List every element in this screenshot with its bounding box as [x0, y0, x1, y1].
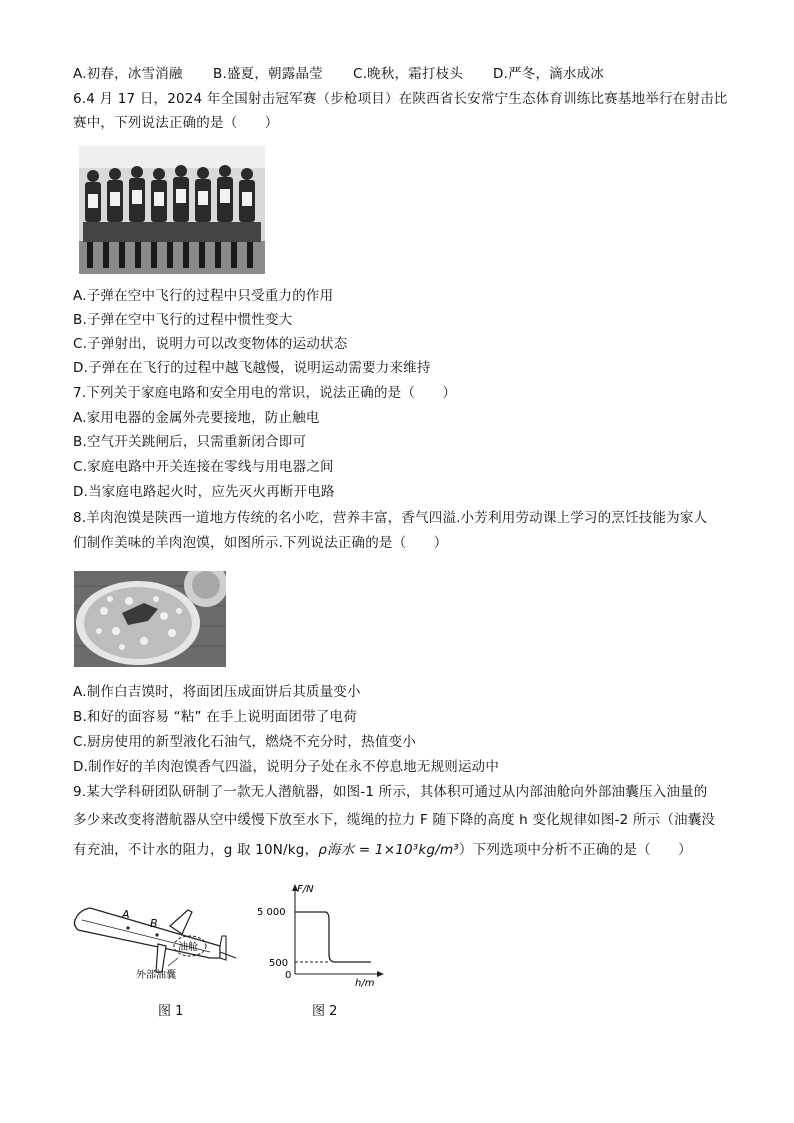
shooting-competition-photo: [79, 146, 265, 274]
q6-option-b: B.子弹在空中飞行的过程中惯性变大: [73, 312, 293, 328]
q9-stem-line3-part2: ）下列选项中分析不正确的是（ ）: [458, 842, 692, 858]
q5-option-b: B.盛夏，朝露晶莹: [213, 66, 323, 82]
q8-option-c: C.厨房使用的新型液化石油气，燃烧不充分时，热值变小: [73, 734, 416, 750]
q7-option-a: A.家用电器的金属外壳要接地，防止触电: [73, 410, 320, 426]
q7-option-c: C.家庭电路中开关连接在零线与用电器之间: [73, 459, 334, 475]
figure-1-caption: 图 1: [158, 1004, 184, 1019]
q8-stem-line2: 们制作美味的羊肉泡馍，如图所示.下列说法正确的是（ ）: [73, 535, 448, 551]
q5-options: [73, 64, 604, 84]
paomo-bowl-illustration: [74, 571, 226, 667]
q9-stem-line1: 9.某大学科研团队研制了一款无人潜航器，如图-1 所示，其体积可通过从内部油舱向外部油囊压入油量的: [73, 784, 708, 800]
q6-stem-line1: 6.4 月 17 日，2024 年全国射击冠军赛（步枪项目）在陕西省长安常宁生态体育训练比赛基地举行在射击比: [73, 91, 728, 107]
q8-option-a: A.制作白吉馍时，将面团压成面饼后其质量变小: [73, 684, 361, 700]
fig1-label-oil-bag: 外部油囊: [136, 970, 176, 980]
q5-option-c: C.晚秋，霜打枝头: [353, 66, 464, 82]
q6-option-a: A.子弹在空中飞行的过程中只受重力的作用: [73, 288, 334, 304]
fig1-label-b: B: [150, 917, 158, 930]
q8-option-d: D.制作好的羊肉泡馍香气四溢，说明分子处在永不停息地无规则运动中: [73, 759, 500, 775]
fig2-x-axis-label: h/m: [355, 978, 375, 989]
q7-stem: 7.下列关于家庭电路和安全用电的常识，说法正确的是（ ）: [73, 385, 457, 401]
q9-stem-line3-part1: 有充油，不计水的阻力，g 取 10N/kg，: [73, 842, 319, 858]
fig1-label-oil-tank: 油舱: [178, 942, 198, 953]
fig2-origin: 0: [285, 970, 292, 981]
q6-option-d: D.子弹在在飞行的过程中越飞越慢，说明运动需要力来维持: [73, 360, 431, 376]
fig1-label-a: A: [122, 908, 130, 921]
figure-2-caption: 图 2: [312, 1004, 338, 1019]
q5-option-a: A.初春，冰雪消融: [73, 66, 183, 82]
q6-option-c: C.子弹射出，说明力可以改变物体的运动状态: [73, 336, 348, 352]
fig2-tick-5000: 5 000: [257, 907, 286, 918]
figure-1-submersible: [70, 880, 240, 980]
q7-option-b: B.空气开关跳闸后，只需重新闭合即可: [73, 434, 307, 450]
lamb-paomo-photo: [74, 571, 226, 667]
q8-option-b: B.和好的面容易 “粘” 在手上说明面团带了电荷: [73, 709, 357, 725]
fig2-y-axis-label: F/N: [297, 884, 314, 895]
force-height-chart: [255, 880, 385, 990]
q9-stem-line2: 多少来改变将潜航器从空中缓慢下放至水下，缆绳的拉力 F 随下降的高度 h 变化规律如图-2 所示（油囊没: [73, 812, 716, 828]
shooting-photo-illustration: [79, 146, 265, 274]
q8-stem-line1: 8.羊肉泡馍是陕西一道地方传统的名小吃，营养丰富，香气四溢.小芳利用劳动课上学习的烹饪技能为家人: [73, 510, 708, 526]
q9-stem-line3: [73, 840, 692, 860]
fig2-tick-500: 500: [269, 958, 289, 969]
q7-option-d: D.当家庭电路起火时，应先灭火再断开电路: [73, 484, 335, 500]
figure-2-force-height-graph: [255, 880, 385, 990]
q6-stem-line2: 赛中，下列说法正确的是（ ）: [73, 115, 279, 131]
q5-option-d: D.严冬，滴水成冰: [493, 66, 604, 82]
submersible-diagram: [70, 880, 240, 980]
q9-seawater-density: ρ海水 = 1×10³kg/m³: [318, 842, 459, 858]
